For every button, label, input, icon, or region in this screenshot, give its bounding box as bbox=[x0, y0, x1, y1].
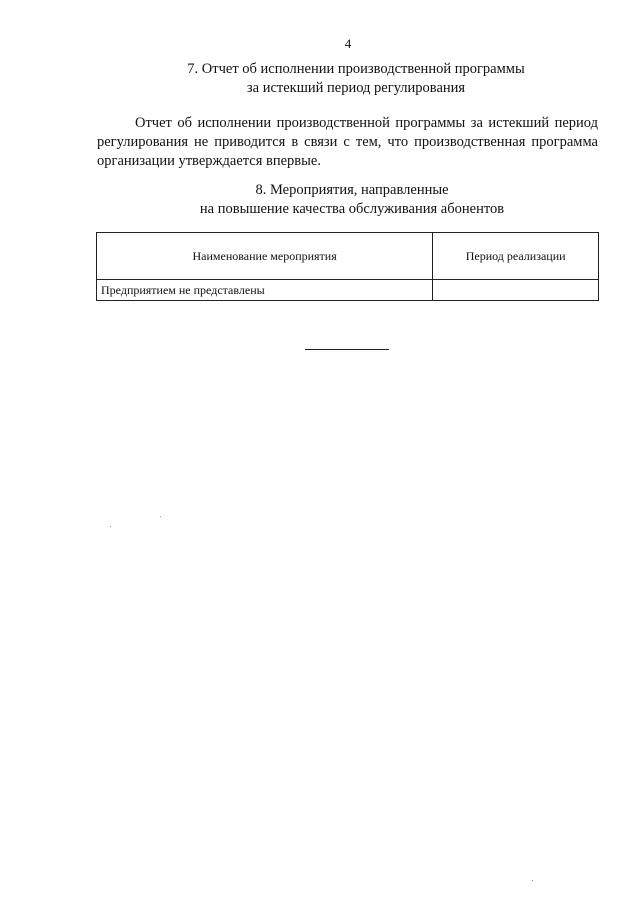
section-7-title-line1: 7. Отчет об исполнении производственной программы bbox=[187, 61, 525, 77]
section-7-paragraph: Отчет об исполнении производственной программы за истекший период регулирования не приводится в связи с тем, что производственная программа организации утверждается впервые. bbox=[97, 115, 598, 169]
end-separator-line bbox=[305, 349, 389, 350]
table-row bbox=[97, 280, 599, 301]
table-header-row bbox=[97, 233, 599, 280]
section-8-heading bbox=[0, 181, 640, 219]
page-number: 4 bbox=[344, 36, 352, 51]
scan-speck bbox=[160, 516, 161, 517]
section-7-heading bbox=[0, 60, 640, 98]
table-cell-period bbox=[433, 280, 599, 301]
table-cell-name: Предприятием не представлены bbox=[97, 280, 433, 301]
scan-speck bbox=[532, 880, 533, 881]
section-7-title-line2: за истекший период регулирования bbox=[246, 80, 466, 96]
section-8-title-line2: на повышение качества обслуживания абонентов bbox=[199, 201, 505, 217]
measures-table bbox=[96, 232, 599, 301]
scan-speck bbox=[110, 526, 111, 527]
table-header-name: Наименование мероприятия bbox=[97, 233, 433, 280]
section-8-title-line1: 8. Мероприятия, направленные bbox=[255, 182, 449, 198]
table-header-period: Период реализации bbox=[433, 233, 599, 280]
